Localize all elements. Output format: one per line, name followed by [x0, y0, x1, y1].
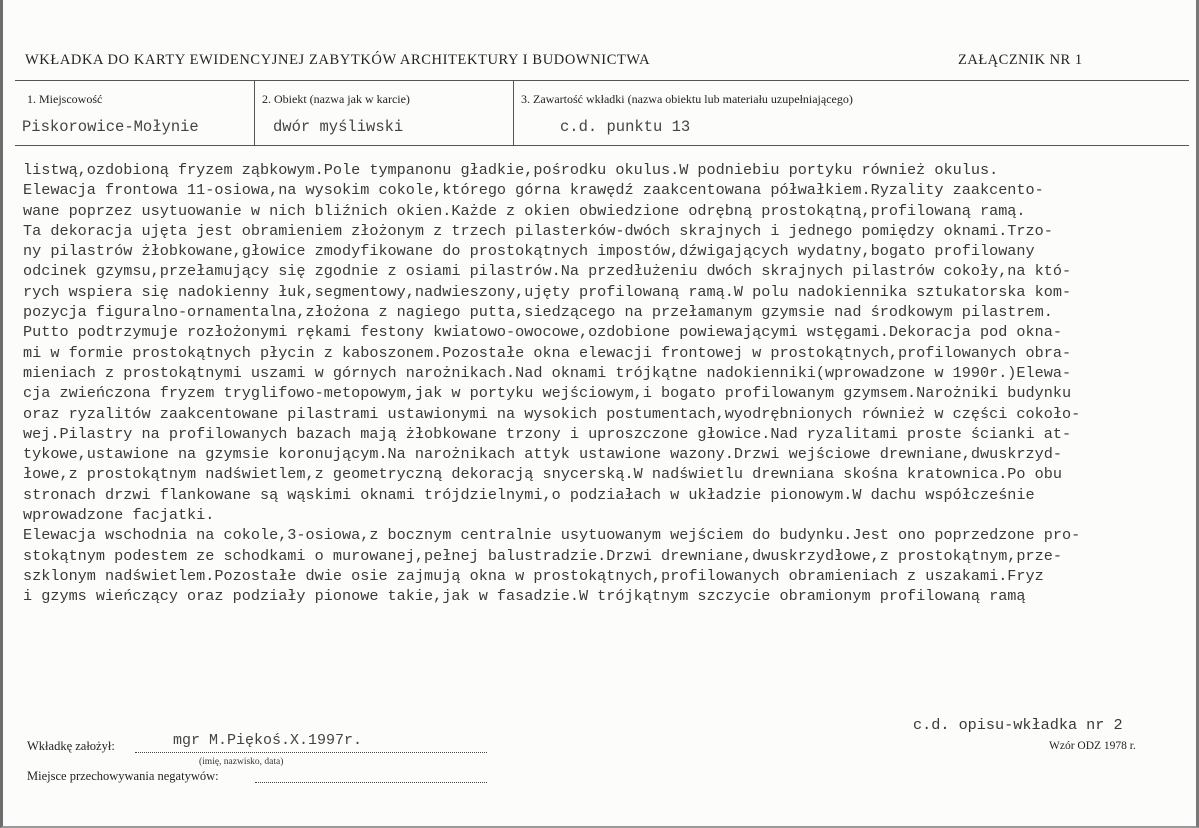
form-code: Wzór ODZ 1978 r. — [1049, 740, 1136, 752]
text-line: i gzyms wieńczący oraz podziały pionowe takie,jak w fasadzie.W trójkątnym szczycie obramionym profilowaną ramą — [23, 587, 1026, 606]
object-value: dwór myśliwski — [273, 118, 404, 136]
locality-value: Piskorowice-Mołynie — [22, 118, 199, 136]
object-label: 2. Obiekt (nazwa jak w karcie) — [262, 92, 410, 106]
form-title: WKŁADKA DO KARTY EWIDENCYJNEJ ZABYTKÓW ARCHITEKTURY I BUDOWNICTWA — [25, 52, 651, 68]
text-line: wane poprzez usytuowanie w nich bliźnich okien.Każde z okien obwiedzione odrębną prostokątną,profilowaną ramą. — [23, 201, 1026, 220]
created-by-label: Wkładkę założył: — [27, 739, 115, 753]
attachment-number: ZAŁĄCZNIK NR 1 — [958, 52, 1083, 68]
text-line: listwą,ozdobioną fryzem ząbkowym.Pole tympanonu gładkie,pośrodku okulus.W podniebiu portyku również okulus. — [23, 161, 999, 179]
created-by-hint: (imię, nazwisko, data) — [199, 757, 284, 767]
text-line: tykowe,ustawione na gzymsie koronującym.Na narożnikach attyk ustawione wazony.Drzwi wejściowe drewniane,dwuskrzyd- — [23, 445, 1062, 464]
text-line: stronach drzwi flankowane są wąskimi oknami trójdzielnymi,o podziałach w układzie pionowym.W dachu współcześnie — [23, 485, 1035, 504]
content-label: 3. Zawartość wkładki (nazwa obiektu lub materiału uzupełniającego) — [521, 92, 853, 106]
header-bottom-rule — [15, 145, 1189, 146]
text-line: Elewacja frontowa 11-osiowa,na wysokim cokole,którego górna krawędź zaakcentowana półwałkiem.Ryzality zaakcento- — [23, 181, 1044, 200]
text-line: oraz ryzalitów zaakcentowane pilastrami ustawionymi na wysokich postumentach,wyodrębnionych również w części cokoło- — [23, 404, 1081, 423]
header-top-rule — [15, 80, 1189, 81]
text-line: pozycja figuralno-ornamentalna,złożona z nagiego putta,siedzącego na przełamanym gzymsie nad środkowym pilastrem. — [23, 303, 1053, 322]
text-line: szklonym nadświetlem.Pozostałe dwie osie zajmują okna w prostokątnych,profilowanych obramieniach z uszakami.Fryz — [23, 566, 1044, 585]
negatives-location-label: Miejsce przechowywania negatywów: — [27, 769, 219, 783]
text-line: mieniach z prostokątnymi uszami w górnych narożnikach.Nad oknami trójkątne nadokienniki(wprowadzone w 1990r.)Elewa- — [23, 363, 1072, 382]
created-by-dotted-line — [135, 752, 487, 753]
text-line: Putto podtrzymuje rozłożonymi rękami festony kwiatowo-owocowe,ozdobione powiewającymi wstęgami.Dekoracja pod okna- — [23, 323, 1062, 342]
field-divider-2 — [513, 80, 514, 145]
text-line: rych wspiera się nadokienny łuk,segmentowy,nadwieszony,ujęty profilowaną ramą.W polu nadokiennika sztukatorska kom- — [23, 282, 1072, 301]
text-line: Elewacja wschodnia na cokole,3-osiowa,z bocznym centralnie usytuowanym wejściem do budynku.Jest ono poprzedzone pro- — [23, 526, 1081, 545]
description-text — [23, 160, 1195, 607]
text-line: łowe,z prostokątnym nadświetlem,z geometryczną dekoracją snycerską.W nadświetlu drewniana skośna kratownica.Po obu — [23, 465, 1062, 484]
field-divider-1 — [254, 80, 255, 145]
text-line: odcinek gzymsu,przełamujący się zgodnie z osiami pilastrów.Na przedłużeniu dwóch skrajnych pilastrów cokoły,na któ- — [23, 262, 1072, 281]
content-value: c.d. punktu 13 — [560, 118, 691, 136]
text-line: mi w formie prostokątnych płycin z kaboszonem.Pozostałe okna elewacji frontowej w prostokątnych,profilowanych obra- — [23, 343, 1072, 362]
text-line: wprowadzone facjatki. — [23, 506, 215, 525]
text-line: cja zwieńczona fryzem tryglifowo-metopowym,jak w portyku wejściowym,i bogato profilowanym gzymsem.Narożniki budynku — [23, 384, 1072, 403]
text-line: Ta dekoracja ujęta jest obramieniem złożonym z trzech pilasterków-dwóch skrajnych i jednego pomiędzy oknami.Trzo- — [23, 221, 1053, 240]
text-line: ny pilastrów żłobkowane,głowice zmodyfikowane do prostokątnych impostów,dźwigających wydatny,bogato profilowany — [23, 242, 1035, 261]
continuation-note: c.d. opisu-wkładka nr 2 — [913, 716, 1123, 734]
text-line: stokątnym podestem ze schodkami o murowanej,pełnej balustradzie.Drzwi drewniane,dwuskrzydłowe,z prostokątnym,prze- — [23, 546, 1062, 565]
negatives-dotted-line — [255, 782, 487, 783]
text-line: wej.Pilastry na profilowanych bazach mają żłobkowane trzony i uproszczone głowice.Nad ryzalitami proste ścianki at- — [23, 424, 1072, 443]
locality-label: 1. Miejscowość — [27, 92, 103, 106]
created-by-value: mgr M.Piękoś.X.1997r. — [173, 732, 363, 749]
